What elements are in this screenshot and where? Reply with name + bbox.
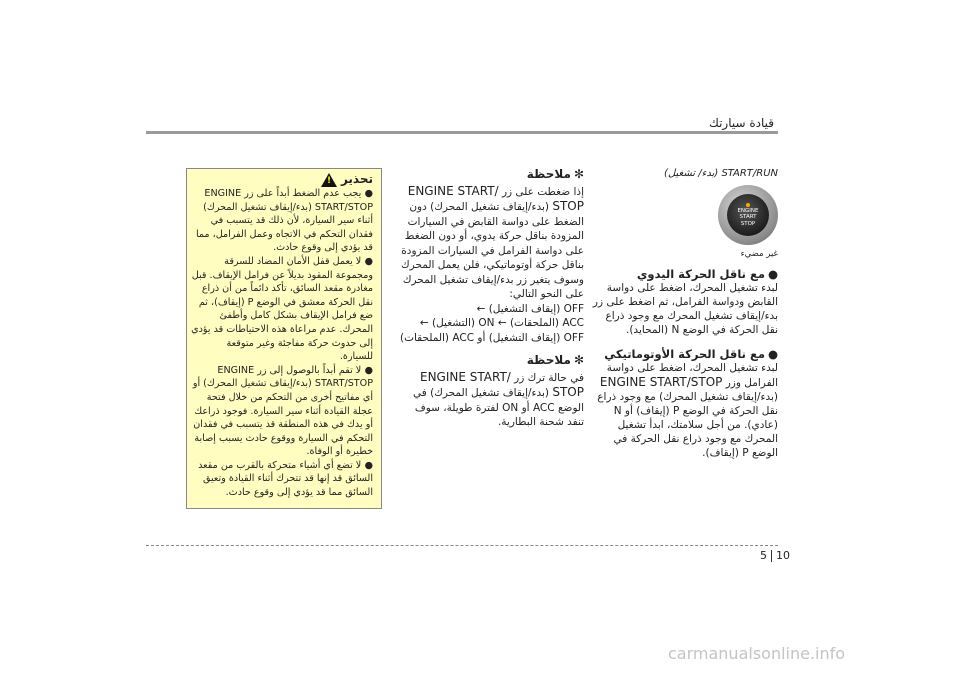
- note1-seq3: OFF (إيقاف التشغيل) أو ACC (الملحقات): [400, 331, 584, 344]
- button-caption: غير مضيء: [740, 249, 778, 259]
- bullet-dot-icon: ●: [361, 255, 373, 267]
- automatic-transmission-text: [588, 361, 778, 460]
- middle-column: [396, 167, 584, 430]
- manual-transmission-text: لبدء تشغيل المحرك، اضغط على دواسة القابض ودواسة الفرامل، ثم اضغط على زر بدء/إيقاف تشغيل المحرك مع وجود ذراع نقل الحركة في الوضع N (المحايد).: [592, 282, 778, 336]
- page-index: 10: [776, 549, 790, 562]
- note1-b: (بدء/إيقاف تشغيل المحرك) دون الضغط على دواسة القابض في السيارات المزودة بناقل حركة يدوي، أو دون الضغط على دواسة الفرامل في السيارات المزودة بناقل حركة أوتوماتيكي، فلن يعمل المحرك وسوف يتغير زر بدء/إيقاف تشغيل المحرك على النحو التالي:: [401, 201, 584, 300]
- button-label-start: START: [739, 214, 757, 221]
- bullet-dot-icon: ●: [767, 347, 778, 361]
- w2-text: لا يعمل قفل الأمان المضاد للسرقة ومجموعة المقود بديلاً عن فرامل الإيقاف. قبل مغادرة مقعد السائق، تأكد دائماً من أن ذراع نقل الحركة معشق في الوضع P (إيقاف)، ثم ضع فرامل الإيقاف بشكل كامل وأطفئ المحرك. عدم مراعاة هذه الاحتياطات قد يؤدي إلى حدوث حركة مفاجئة وغير متوقعة للسيارة.: [191, 255, 373, 363]
- bullet-dot-icon: ●: [361, 459, 373, 471]
- w1-b: (بدء/إيقاف تشغيل المحرك) أثناء سير السيارة، لأن ذلك قد يتسبب في فقدان التحكم في الاتجاه وعمل الفرامل، مما قد يؤدي إلى وقوع حادث.: [195, 201, 373, 254]
- note1-seq2: ACC (الملحقات) ← ON (التشغيل) ←: [419, 317, 584, 329]
- warning-heading: [191, 173, 373, 187]
- note1-text: [396, 184, 584, 302]
- note2-cap1: ENGINE START/: [419, 369, 511, 384]
- w1-a: يجب عدم الضغط أبداً على زر: [244, 188, 362, 199]
- start-stop-button-illustration: [716, 185, 778, 245]
- bullet-dot-icon: ●: [767, 267, 778, 281]
- note2-text: [396, 370, 584, 430]
- auto-text-b: (بدء/إيقاف تشغيل المحرك) مع وجود ذراع نقل الحركة في الوضع P (إيقاف) أو N (عادي). من أجل سلامتك، ابدأ تشغيل المحرك مع وجود ذراع نقل الحركة في الوضع P (إيقاف).: [597, 391, 778, 459]
- right-column: [588, 167, 778, 460]
- bullet-dot-icon: ●: [361, 188, 373, 199]
- manual-transmission-heading: [588, 267, 778, 281]
- automatic-transmission-heading: [588, 347, 778, 361]
- page-number: [760, 549, 790, 562]
- warning-bullet-3: [191, 364, 373, 459]
- w1-cap1: ENGINE: [204, 188, 242, 199]
- indicator-led-icon: [746, 203, 750, 207]
- note1-cap1: ENGINE START/ STOP: [407, 183, 584, 213]
- button-bezel: [718, 185, 778, 245]
- note1-title: ملاحظة: [526, 167, 571, 181]
- w3-cap1: ENGINE: [217, 364, 255, 376]
- warning-content: [191, 173, 373, 500]
- warning-bullet-2: [191, 255, 373, 364]
- note2-title: ملاحظة: [526, 353, 571, 367]
- w1-cap2: START/STOP: [314, 201, 373, 213]
- warning-bullet-4: [191, 459, 373, 500]
- w3-cap2: START/STOP: [314, 378, 373, 390]
- w3-a: لا تقم أبداً بالوصول إلى زر: [257, 364, 362, 376]
- note1-a: إذا ضغطت على زر: [501, 185, 584, 198]
- mode-title: START/RUN (بدء/ تشغيل): [664, 168, 778, 179]
- auto-text-a: لبدء تشغيل المحرك، اضغط على دواسة الفرامل وزر: [606, 362, 778, 389]
- warning-box: [186, 168, 382, 509]
- watermark: carmanualsonline.info: [668, 644, 846, 663]
- header-rule: [146, 131, 778, 134]
- manual-transmission-title: مع ناقل الحركة اليدوي: [636, 267, 765, 281]
- bullet-dot-icon: ●: [361, 364, 373, 376]
- section-title: قيادة سيارتك: [708, 116, 774, 130]
- w3-b: (بدء/إيقاف تشغيل المحرك) أو أي مفاتيح أخرى من التحكم من خلال فتحة عجلة القيادة أثناء سير السيارة. فوجود ذراعك أو يدك في هذه المنطقة قد يتسبب في فقدان التحكم في السيارة ووقوع حادث يسبب إصابة خطيرة أو الوفاة.: [192, 378, 373, 458]
- note2-b: (بدء/إيقاف تشغيل المحرك) في الوضع ACC أو ON لفترة طويلة، سوف تنفد شحنة البطارية.: [413, 387, 584, 428]
- button-face: [727, 194, 769, 236]
- warning-bullet-1: [191, 187, 373, 255]
- note1-seq1: OFF (إيقاف التشغيل) ←: [476, 302, 584, 315]
- automatic-transmission-title: مع ناقل الحركة الأوتوماتيكي: [604, 347, 765, 361]
- note2-heading: [396, 353, 584, 368]
- chapter-number: 5: [760, 549, 767, 562]
- note2-a: في حالة ترك زر: [514, 371, 584, 384]
- w4-text: لا تضع أي أشياء متحركة بالقرب من مقعد السائق قد إنها قد تتحرك أثناء القيادة وتعيق السائق مما قد يؤدي إلى وقوع حادث.: [198, 459, 373, 499]
- warning-title: تحذير: [340, 172, 373, 187]
- footer-rule: [146, 545, 778, 546]
- page-divider: [771, 550, 772, 562]
- note2-cap2: STOP: [552, 385, 584, 399]
- button-label-stop: STOP: [740, 220, 756, 227]
- warning-triangle-icon: !: [321, 173, 337, 187]
- note1-heading: [396, 167, 584, 182]
- asterisk-icon: ✻: [573, 353, 584, 367]
- button-label-engine: ENGINE: [737, 207, 759, 214]
- asterisk-icon: ✻: [573, 167, 584, 181]
- auto-text-cap: ENGINE START/STOP: [599, 375, 723, 389]
